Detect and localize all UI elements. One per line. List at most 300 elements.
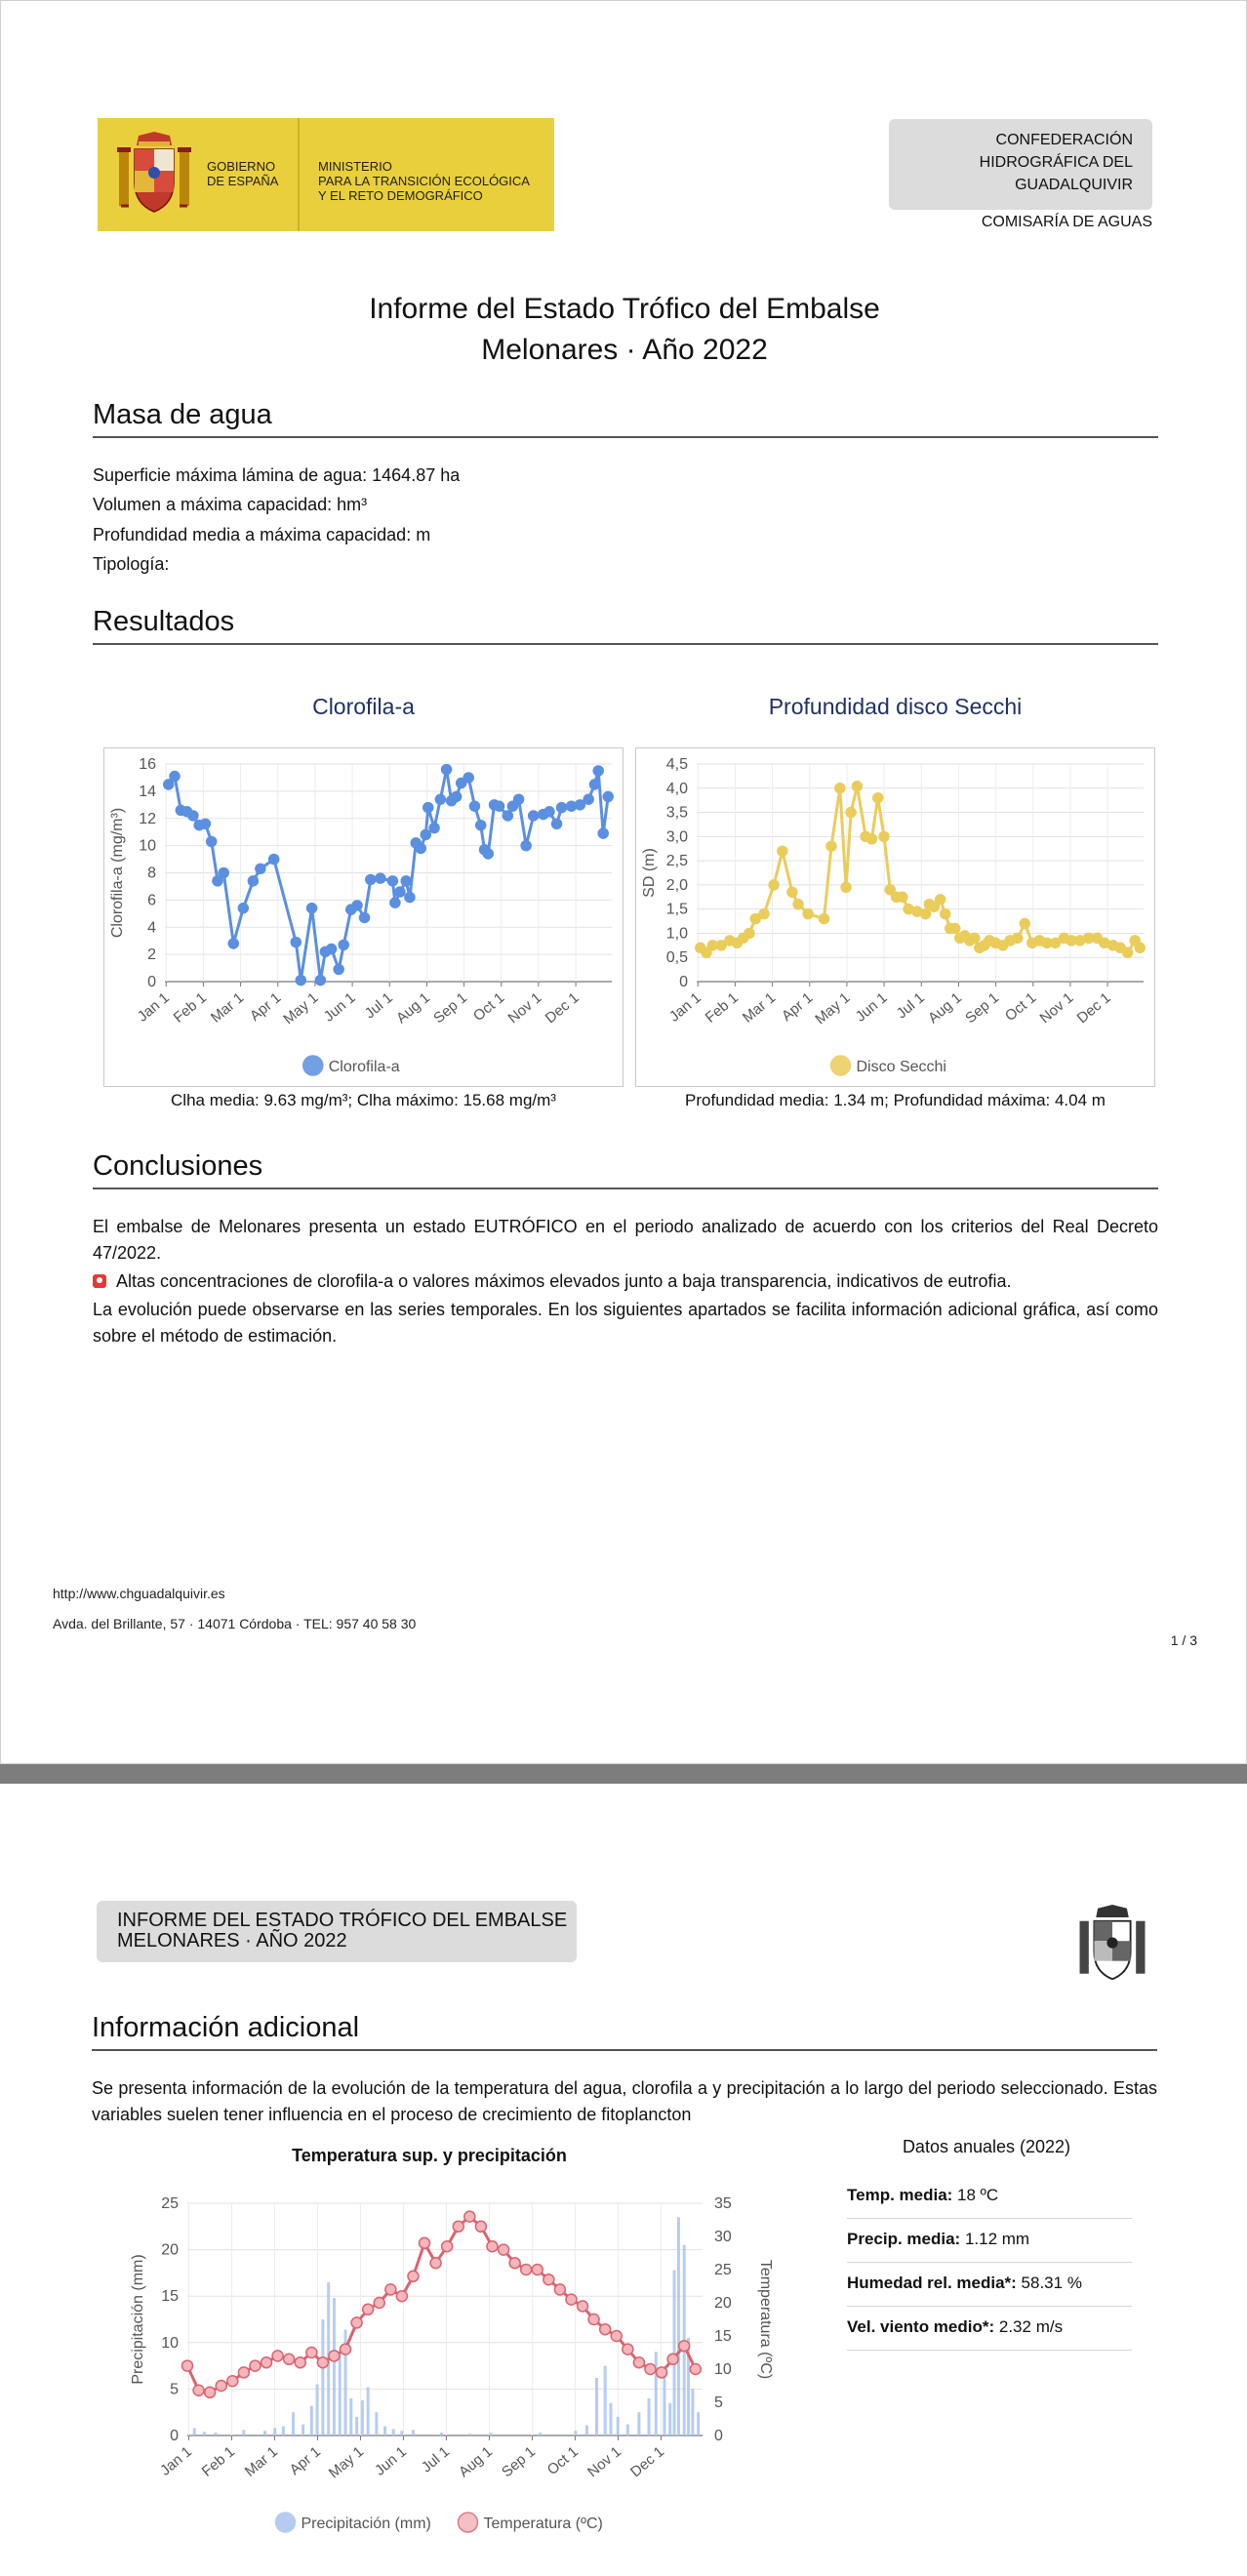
data-point [291,938,301,947]
data-point [532,2265,543,2275]
legend-label: Temperatura (ºC) [483,2516,603,2532]
data-point [846,808,856,818]
x-tick-label: Dec 1 [542,989,583,1027]
data-point [205,2387,216,2397]
y-tick-label: 25 [161,2195,179,2212]
series-line [701,786,1140,953]
data-point [416,843,425,853]
y-tick-label: 8 [147,865,156,882]
temp-precip-chart [117,2181,781,2542]
legend-label: Clorofila-a [328,1059,400,1075]
y2-tick-label: 30 [714,2229,732,2245]
confederacion-line: GUADALQUIVIR [1015,177,1133,193]
precip-bar [193,2428,196,2435]
data-point [238,2367,249,2378]
data-point [544,807,554,817]
precip-bar [663,2375,665,2435]
x-tick-label: Jun 1 [320,989,359,1026]
data-point [475,2221,486,2232]
data-point [374,2298,384,2309]
data-point [744,928,754,938]
data-point [873,793,883,803]
data-point [826,841,836,851]
gobierno-text [207,159,278,188]
x-tick-label: Jul 1 [418,2443,454,2476]
x-tick-label: Jun 1 [852,989,891,1026]
data-point [227,2376,238,2387]
precip-bar [361,2400,364,2435]
conclusion-text: en el periodo analizado de acuerdo con los criterios del Real Decreto 47/2022. [93,1217,1159,1263]
data-point [787,887,797,897]
data-point [521,841,531,851]
precip-bar [383,2426,386,2435]
clorofila-caption: Clha media: 9.63 mg/m³; Clha máximo: 15.68 mg/m³ [171,1091,556,1109]
evolution-paragraph: La evolución puede observarse en las series temporales. En los siguientes apartados se facilita información adicional gráfica, así como sobre el método de estimación. [93,1300,1158,1346]
data-point [603,791,613,801]
data-point [819,914,828,924]
data-point [269,855,279,865]
y2-axis-label: Temperatura (ºC) [757,2259,774,2380]
alert-icon [93,1274,106,1288]
precip-bar [339,2352,342,2435]
data-point [317,2357,328,2368]
ministerio-text [318,159,530,203]
y-tick-label: 14 [139,783,156,800]
annual-value: 58.31 % [1016,2274,1082,2292]
y-tick-label: 5 [170,2381,179,2398]
y-tick-label: 10 [139,837,156,855]
x-tick-label: Mar 1 [739,989,780,1026]
data-point [514,794,524,804]
annual-label: Vel. viento medio*: [847,2317,995,2336]
data-point [329,2351,340,2361]
y-axis-label: Clorofila-a (mg/m³) [109,807,126,939]
report-title [1,289,1247,371]
legend-marker [276,2513,296,2532]
precip-bar [490,2433,493,2435]
data-point [835,784,845,793]
data-point [521,2265,532,2275]
spain-coat-of-arms-icon [1073,1905,1151,1983]
precip-bar [310,2406,313,2435]
precip-bar [203,2432,206,2435]
data-point [1020,919,1029,929]
data-point [583,794,593,804]
data-point [228,939,238,948]
precip-bar [668,2403,671,2435]
data-point [598,828,608,838]
precip-bar [697,2412,700,2435]
y2-tick-label: 35 [714,2195,732,2212]
precip-bar [214,2433,217,2435]
tipologia-field: Tipología: [93,554,170,574]
y2-tick-label: 15 [714,2328,732,2345]
data-point [339,940,348,949]
data-point [366,874,376,884]
precip-bar [263,2431,266,2435]
data-point [970,933,980,943]
x-tick-label: Jan 1 [134,989,173,1026]
precip-bar [367,2387,370,2435]
x-tick-label: Dec 1 [1073,989,1114,1027]
alert-line [93,1268,1158,1295]
y-axis-label: Precipitación (mm) [130,2254,146,2385]
data-point [566,2294,577,2305]
x-tick-label: Oct 1 [543,2443,583,2479]
x-tick-label: Apr 1 [778,989,817,1026]
data-point [499,2244,509,2255]
annual-value: 2.32 m/s [994,2317,1064,2336]
comisaria-label: COMISARÍA DE AGUAS [981,214,1152,230]
secchi-caption: Profundidad media: 1.34 m; Profundidad máxima: 4.04 m [685,1091,1106,1109]
confederacion-box [889,119,1152,210]
y-tick-label: 4 [147,919,156,937]
data-point [452,791,462,801]
y-tick-label: 20 [161,2241,179,2259]
x-tick-label: Oct 1 [469,989,508,1026]
data-point [793,900,803,909]
data-point [295,2357,305,2368]
data-point [543,2274,554,2285]
data-point [950,923,960,933]
data-point [866,834,876,844]
x-tick-label: Mar 1 [241,2443,282,2480]
x-tick-label: May 1 [812,989,854,1028]
precip-bar [673,2271,676,2435]
data-point [396,2291,407,2302]
precip-bar [292,2412,295,2435]
data-point [219,868,228,878]
info-paragraph: Se presenta información de la evolución de la temperatura del agua, clorofila a y precipitación a lo largo del periodo seleccionado. Estas variables suelen tener influencia en el proceso de crecimiento de fitoplancton [92,2078,1157,2124]
footer-url[interactable]: http://www.chguadalquivir.es [53,1586,225,1601]
data-point [442,765,452,775]
x-tick-label: Jul 1 [893,989,928,1023]
resultados-heading: Resultados [93,604,1158,645]
data-point [261,2357,272,2368]
clorofila-chart-svg [104,748,624,1088]
data-point [360,912,370,922]
page-number: 1 / 3 [1170,1632,1197,1648]
x-tick-label: Aug 1 [925,989,965,1027]
precip-bar [648,2398,651,2435]
y-tick-label: 0 [679,974,688,990]
precip-bar [637,2412,640,2435]
y-tick-label: 16 [139,756,156,773]
data-point [385,2284,396,2295]
x-tick-label: Oct 1 [1001,989,1040,1026]
x-tick-label: Dec 1 [627,2443,668,2481]
secchi-chart-svg [636,748,1156,1088]
data-point [352,901,362,910]
y-tick-label: 3,0 [665,828,688,846]
data-point [423,803,433,813]
legend-marker [831,1056,851,1075]
data-point [351,2317,362,2328]
data-point [420,2237,430,2248]
annual-data-title: Datos anuales (2022) [902,2137,1071,2156]
data-point [238,904,248,913]
data-point [921,909,931,919]
x-tick-label: Nov 1 [1036,989,1077,1027]
data-point [852,782,862,791]
data-point [611,2331,622,2342]
info-heading: Información adicional [92,2010,1157,2051]
precip-bar [677,2217,680,2435]
precip-bar [604,2366,607,2435]
precip-bar [375,2412,378,2435]
conclusion-text: El embalse de Melonares presenta un estado [93,1217,474,1236]
legend-marker [459,2513,478,2532]
annual-label: Precip. media: [847,2230,961,2248]
x-tick-label: May 1 [325,2443,368,2482]
data-point [405,893,415,903]
precip-bar [691,2389,694,2435]
data-point [495,801,504,811]
data-point [588,2314,599,2325]
data-point [341,2344,351,2355]
data-point [557,803,567,813]
x-tick-label: Sep 1 [430,989,471,1027]
data-point [936,895,945,905]
data-point [464,2211,475,2222]
data-point [483,849,493,859]
y2-tick-label: 5 [714,2395,723,2411]
page2-header-line: MELONARES · AÑO 2022 [117,1930,347,1952]
volumen-field: Volumen a máxima capacidad: hm³ [93,495,368,514]
x-tick-label: Sep 1 [962,989,1003,1027]
x-tick-label: Jan 1 [156,2443,196,2479]
precip-bar [316,2385,319,2435]
data-point [334,964,343,974]
data-point [188,811,198,821]
data-point [216,2381,226,2392]
precip-bar [333,2298,336,2435]
data-point [307,904,317,913]
precip-bar [355,2417,358,2435]
data-point [200,819,210,828]
x-tick-label: Feb 1 [170,989,210,1026]
data-point [589,780,599,789]
x-tick-label: Aug 1 [393,989,433,1027]
temp-precip-chart-title: Temperatura sup. y precipitación [292,2146,567,2165]
data-point [376,873,385,883]
annual-row-temp [847,2175,1132,2219]
data-point [463,773,473,783]
x-tick-label: Feb 1 [702,989,742,1026]
annual-row-precip [847,2219,1132,2263]
precip-bar [574,2431,577,2435]
x-tick-label: Jun 1 [371,2443,411,2479]
data-point [578,2301,588,2312]
gobierno-espana-logo [98,118,554,231]
annual-row-humidity [847,2263,1132,2307]
data-point [476,821,486,830]
data-point [306,2348,317,2358]
annual-row-wind [847,2307,1132,2351]
precip-bar [440,2433,443,2435]
data-point [387,876,397,886]
data-point [421,829,430,839]
data-point [453,2221,463,2232]
data-point [207,836,217,846]
conclusiones-heading: Conclusiones [93,1148,1158,1189]
data-point [552,819,562,828]
page2-header-line: INFORME DEL ESTADO TRÓFICO DEL EMBALSE [117,1910,568,1931]
data-point [529,811,539,821]
precip-bar [273,2428,276,2435]
page-separator [0,1764,1247,1784]
precip-bar [595,2378,598,2435]
secchi-chart-title: Profundidad disco Secchi [768,694,1023,719]
data-point [690,2364,701,2375]
data-point [442,2241,453,2252]
precip-bar [282,2426,285,2435]
x-tick-label: Jul 1 [361,989,396,1023]
precip-bar [392,2429,395,2435]
y-tick-label: 0,5 [665,949,688,967]
data-point [600,2324,611,2335]
y-tick-label: 2,5 [665,853,688,870]
data-point [879,831,889,841]
y2-tick-label: 20 [714,2295,732,2312]
data-point [193,2385,204,2395]
trophic-state: EUTRÓFICO [473,1217,578,1236]
precip-bar [585,2426,588,2435]
precip-bar [302,2425,304,2435]
gobierno-line: GOBIERNO [207,159,276,174]
y2-tick-label: 25 [714,2262,732,2278]
clorofila-chart-title: Clorofila-a [312,694,415,719]
page2-header-box [97,1901,577,1962]
data-point [667,2354,678,2364]
y-tick-label: 6 [147,892,156,909]
data-point [401,876,411,886]
annual-value: 1.12 mm [960,2230,1030,2248]
data-point [554,2284,565,2295]
y-tick-label: 15 [161,2288,179,2306]
logo-divider [298,118,300,231]
data-point [469,801,479,811]
precip-bar [655,2352,658,2435]
footer-address: Avda. del Brillante, 57 · 14071 Córdoba · TEL: 957 40 58 30 [53,1616,417,1631]
superficie-field: Superficie máxima lámina de agua: 1464.87 ha [93,465,461,485]
annual-label: Temp. media: [847,2186,953,2204]
precip-bar [349,2398,352,2435]
precip-bar [242,2430,245,2435]
annual-value: 18 ºC [952,2186,999,2204]
data-point [778,846,787,856]
x-tick-label: Sep 1 [499,2443,540,2481]
alert-text: Altas concentraciones de clorofila-a o valores máximos elevados junto a baja transparencia, indicativos de eutrofia. [116,1271,1012,1291]
data-point [315,976,325,986]
data-point [327,945,337,954]
data-point [941,909,950,919]
data-point [248,876,258,886]
ministerio-line: Y EL RETO DEMOGRÁFICO [318,188,483,203]
data-point [657,2367,667,2378]
x-tick-label: Nov 1 [584,2443,625,2481]
report-title-line: Melonares · Año 2022 [481,334,768,366]
y-tick-label: 0 [147,974,156,990]
annual-label: Humedad rel. media*: [847,2274,1017,2292]
data-point [250,2360,261,2371]
y-tick-label: 0 [170,2428,179,2444]
y-tick-label: 2,0 [665,876,688,894]
y-tick-label: 1,5 [665,901,688,918]
y-tick-label: 1,0 [665,925,688,943]
data-point [593,766,603,776]
report-title-line: Informe del Estado Trófico del Embalse [369,293,880,325]
x-tick-label: May 1 [280,989,322,1028]
y2-tick-label: 0 [714,2428,723,2444]
data-point [487,2241,498,2252]
precip-bar [617,2417,620,2435]
data-point [408,2271,419,2281]
data-point [429,824,439,833]
data-point [769,880,779,890]
x-tick-label: Jan 1 [665,989,704,1026]
data-point [759,909,769,919]
data-point [633,2357,644,2368]
confederacion-line: CONFEDERACIÓN [995,132,1133,148]
y-tick-label: 4,5 [665,756,688,773]
data-point [645,2364,656,2375]
precip-bar [539,2433,542,2435]
profundidad-field: Profundidad media a máxima capacidad: m [93,525,431,544]
data-point [1123,947,1133,957]
data-point [182,2360,193,2371]
ministerio-line: PARA LA TRANSICIÓN ECOLÓGICA [318,174,530,188]
masa-heading: Masa de agua [93,397,1158,438]
data-point [430,2258,441,2269]
precip-bar [321,2319,324,2435]
confederacion-line: HIDROGRÁFICA DEL [979,154,1133,171]
data-point [363,2304,374,2314]
data-point [509,2258,520,2269]
y2-tick-label: 10 [714,2361,732,2378]
y-tick-label: 3,5 [665,804,688,822]
gobierno-line: DE ESPAÑA [207,174,279,188]
x-tick-label: Nov 1 [504,989,545,1027]
precip-bar [468,2434,471,2435]
data-point [679,2341,690,2352]
x-tick-label: Apr 1 [246,989,285,1026]
data-point [390,898,400,907]
x-tick-label: Feb 1 [198,2443,239,2480]
data-point [803,909,813,919]
y-axis-label: SD (m) [641,848,658,898]
data-point [623,2344,633,2355]
precip-bar [626,2425,629,2435]
data-point [395,887,405,897]
data-point [898,892,907,902]
x-tick-label: Mar 1 [207,989,248,1026]
data-point [1013,933,1023,943]
x-tick-label: Aug 1 [456,2443,497,2481]
conclusion-paragraph [93,1214,1158,1267]
precip-bar [400,2431,403,2435]
y-tick-label: 12 [139,810,156,827]
legend-label: Disco Secchi [856,1059,946,1075]
data-point [435,794,445,804]
x-tick-label: Apr 1 [286,2443,325,2479]
precip-bar [609,2403,612,2435]
ministerio-line: MINISTERIO [318,159,392,174]
y-tick-label: 10 [161,2334,179,2352]
legend-label: Precipitación (mm) [301,2516,431,2532]
legend-marker [303,1056,323,1075]
secchi-chart [635,747,1155,1087]
